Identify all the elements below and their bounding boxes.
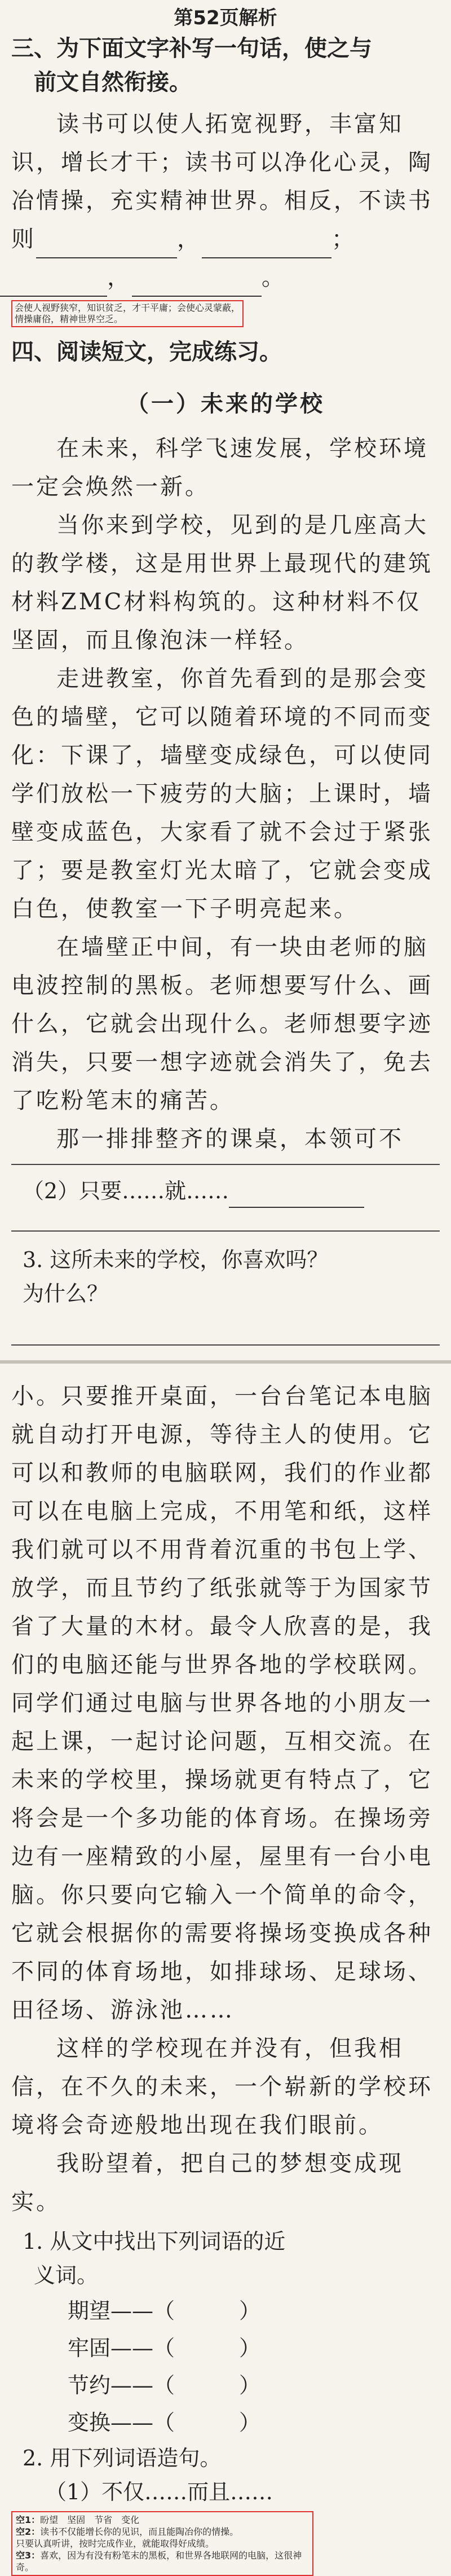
q3-heading-line2: 前文自然衔接。 <box>34 69 192 95</box>
sub-question-2b: 2. 用下列词语造句。 <box>23 2446 222 2471</box>
q3-comma: ， <box>177 226 202 252</box>
q3-answer-box: 会使人视野狭窄，知识贫乏，才干平庸；会使心灵蒙蔽，情操庸俗，精神世界空乏。 <box>11 300 244 327</box>
q3-blank-1[interactable] <box>36 235 177 258</box>
sub-question-2-blank[interactable] <box>229 1186 364 1208</box>
question-3 <box>0 32 451 327</box>
answer-line-4 <box>16 2549 309 2573</box>
q3-heading-line1: 三、为下面文字补写一句话，使之与 <box>11 36 372 61</box>
q3-text-body: 读书可以使人拓宽视野，丰富知识，增长才干；读书可以净化心灵，陶冶情操，充实精神世界。相反，不读书则 <box>11 111 433 252</box>
passage-paragraph-4: 在墙壁正中间，有一块由老师的脑电波控制的黑板。老师想要写什么、画什么，它就会出现什么。老师想要字迹消失，只要一想字迹就会消失了，免去了吃粉笔末的痛苦。 <box>11 934 433 1114</box>
sub-question-3-line2: 为什么？ <box>23 1281 109 1306</box>
question-4 <box>0 335 451 2576</box>
vocab-item[interactable]: 节约——（ ） <box>68 2373 261 2398</box>
answer-line[interactable] <box>11 1158 440 1165</box>
answer-value: 喜欢，因为有没有粉笔末的黑板，和世界各地联网的电脑，这很神奇。 <box>16 2550 302 2573</box>
answer-line-1 <box>16 2514 309 2526</box>
q3-semi: ； <box>331 226 356 252</box>
answer-key: 空3： <box>16 2550 41 2561</box>
answer-value: 读书不仅能增长你的见识，而且能陶冶你的情操。 <box>40 2526 239 2537</box>
answer-line-3 <box>16 2538 309 2549</box>
q3-blank-2[interactable] <box>202 235 331 258</box>
sub-question-1-line2: 义词。 <box>34 2263 99 2288</box>
q4-heading: 四、阅读短文，完成练习。 <box>11 339 282 365</box>
page-divider <box>0 1360 451 1364</box>
answer-key: 空2： <box>16 2526 41 2537</box>
q3-comma-2: ， <box>107 265 132 291</box>
q3-text <box>11 105 440 297</box>
sub-question-2-label: （2）只要……就…… <box>23 1179 229 1203</box>
answer-value: 只要认真听讲，按时完成作业，就能取得好成绩。 <box>16 2538 215 2549</box>
passage-continued-2: 这样的学校现在并没有，但我相信，在不久的未来，一个崭新的学校环境将会奇迹般地出现在我们眼前。 <box>11 2036 433 2138</box>
vocab-item[interactable]: 牢固——（ ） <box>68 2336 261 2360</box>
answer-box <box>11 2511 313 2576</box>
sub-question-2b-1: （1）不仅……而且…… <box>45 2480 273 2504</box>
passage-continued-1: 小。只要推开桌面，一台台笔记本电脑就自动打开电源，等待主人的使用。它可以和教师的电脑联网，我们的作业都可以在电脑上完成，不用笔和纸，这样我们就可以不用背着沉重的书包上学、放学，而且节约了纸张就等于为国家节省了大量的木材。最令人欣喜的是，我们的电脑还能与世界各地的学校联网。同学们通过电脑与世界各地的小朋友一起上课，一起讨论问题，互相交流。在未来的学校里，操场就更有特点了，它将会是一个多功能的体育场。在操场旁边有一座精致的小屋，屋里有一台小电脑。你只要向它输入一个简单的命令，它就会根据你的需要将操场变换成各种不同的体育场地，如排球场、足球场、田径场、游泳池…… <box>11 1383 433 2023</box>
sub-question-1-line1: 1. 从文中找出下列词语的近 <box>23 2229 286 2254</box>
q3-blank-4[interactable] <box>132 273 262 297</box>
passage-continued-3: 我盼望着，把自己的梦想变成现实。 <box>11 2151 404 2215</box>
passage-paragraph-2: 当你来到学校，见到的是几座高大的教学楼，这是用世界上最现代的建筑材料ZMC材料构筑的。这种材料不仅坚固，而且像泡沫一样轻。 <box>11 512 433 653</box>
sub-question-2 <box>23 1174 440 1208</box>
sub-question-3-line1: 3. 这所未来的学校，你喜欢吗？ <box>23 1247 329 1272</box>
passage-paragraph-1: 在未来，科学飞速发展，学校环境一定会焕然一新。 <box>11 436 428 500</box>
q3-period: 。 <box>262 265 286 291</box>
answer-key: 空1： <box>16 2515 41 2525</box>
answer-line[interactable] <box>11 1208 440 1232</box>
answer-line-2 <box>16 2526 309 2538</box>
vocab-item[interactable]: 变换——（ ） <box>68 2410 261 2435</box>
answer-value: 盼望 坚固 节省 变化 <box>40 2515 140 2525</box>
page-title: 第52页解析 <box>174 7 277 29</box>
passage-paragraph-5: 那一排排整齐的课桌，本领可不 <box>56 1126 404 1152</box>
q3-blank-3[interactable] <box>0 273 107 297</box>
vocab-item[interactable]: 期望——（ ） <box>68 2298 261 2323</box>
answer-line[interactable] <box>11 1311 440 1346</box>
passage-title: （一）未来的学校 <box>126 391 325 417</box>
passage-paragraph-3: 走进教室，你首先看到的是那会变色的墙壁，它可以随着环境的不同而变化：下课了，墙壁变成绿色，可以使同学们放松一下疲劳的大脑；上课时，墙壁变成蓝色，大家看了就不会过于紧张了；要是教室灯光太暗了，它就会变成白色，使教室一下子明亮起来。 <box>11 666 433 922</box>
